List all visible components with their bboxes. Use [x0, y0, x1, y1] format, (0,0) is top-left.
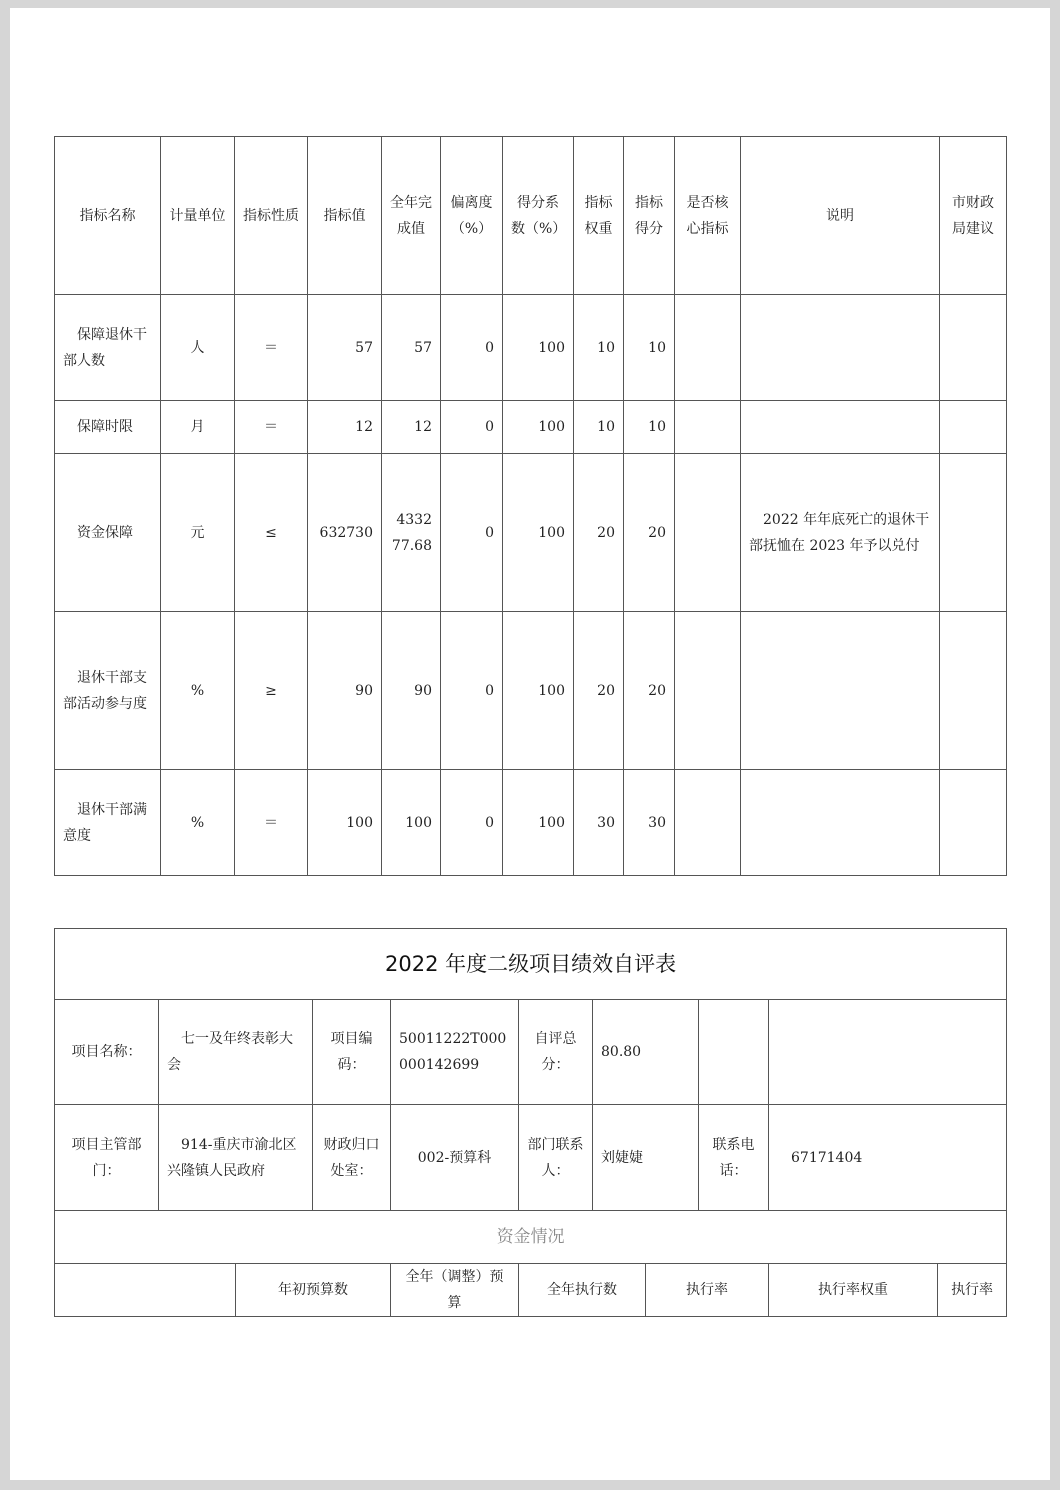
cell-weight: 10 [574, 401, 624, 454]
funds-header-row [55, 1264, 1007, 1317]
cell-note [741, 401, 940, 454]
cell-score: 20 [624, 612, 675, 770]
table-row [55, 401, 1007, 454]
cell-completed: 433277.68 [382, 454, 441, 612]
cell-coef: 100 [503, 612, 574, 770]
project-code-value: 50011222T000000142699 [391, 1000, 519, 1105]
table-header-row [55, 137, 1007, 295]
cell-advice [940, 770, 1007, 876]
contact-label: 部门联系人： [519, 1105, 593, 1211]
cell-coef: 100 [503, 295, 574, 401]
funds-section-title: 资金情况 [55, 1211, 1007, 1264]
funds-header-exec-rate: 执行率 [646, 1264, 769, 1317]
cell-core [675, 454, 741, 612]
cell-advice [940, 612, 1007, 770]
indicator-table [54, 136, 1007, 876]
header-deviation: 偏离度（%） [441, 137, 503, 295]
cell-name: 保障时限 [55, 401, 161, 454]
cell-score: 10 [624, 401, 675, 454]
table-row [55, 454, 1007, 612]
cell-value: 90 [308, 612, 382, 770]
header-advice: 市财政局建议 [940, 137, 1007, 295]
cell-note [741, 295, 940, 401]
cell-core [675, 295, 741, 401]
cell-note: 2022 年年底死亡的退休干部抚恤在 2023 年予以兑付 [741, 454, 940, 612]
funds-header-adjusted-budget: 全年（调整）预算 [391, 1264, 519, 1317]
cell-note [741, 612, 940, 770]
finance-office-value: 002-预算科 [391, 1105, 519, 1211]
funds-header-rate-weight: 执行率权重 [769, 1264, 938, 1317]
cell-unit: 元 [161, 454, 235, 612]
cell-nature: ＝ [235, 770, 308, 876]
project-evaluation-table [54, 928, 1007, 1317]
funds-header-exec-rate-2: 执行率 [938, 1264, 1007, 1317]
cell-nature: ＝ [235, 401, 308, 454]
cell-core [675, 401, 741, 454]
empty-cell [699, 1000, 769, 1105]
title-row [55, 929, 1007, 1000]
cell-coef: 100 [503, 454, 574, 612]
cell-value: 57 [308, 295, 382, 401]
table-row [55, 295, 1007, 401]
project-name-label: 项目名称： [55, 1000, 159, 1105]
project-name-value: 七一及年终表彰大会 [159, 1000, 313, 1105]
cell-coef: 100 [503, 770, 574, 876]
document-page [10, 8, 1050, 1480]
cell-unit: 月 [161, 401, 235, 454]
info-row [55, 1000, 1007, 1105]
cell-completed: 12 [382, 401, 441, 454]
cell-weight: 30 [574, 770, 624, 876]
cell-score: 20 [624, 454, 675, 612]
header-unit: 计量单位 [161, 137, 235, 295]
cell-advice [940, 454, 1007, 612]
cell-name: 资金保障 [55, 454, 161, 612]
cell-advice [940, 401, 1007, 454]
cell-name: 退休干部支部活动参与度 [55, 612, 161, 770]
cell-score: 10 [624, 295, 675, 401]
cell-name: 保障退休干部人数 [55, 295, 161, 401]
header-indicator-name: 指标名称 [55, 137, 161, 295]
cell-completed: 90 [382, 612, 441, 770]
cell-value: 100 [308, 770, 382, 876]
cell-weight: 20 [574, 612, 624, 770]
cell-weight: 10 [574, 295, 624, 401]
dept-value: 914-重庆市渝北区兴隆镇人民政府 [159, 1105, 313, 1211]
cell-weight: 20 [574, 454, 624, 612]
table-title: 2022 年度二级项目绩效自评表 [55, 929, 1007, 1000]
cell-deviation: 0 [441, 454, 503, 612]
contact-value: 刘婕婕 [593, 1105, 699, 1211]
header-score-coef: 得分系数（%） [503, 137, 574, 295]
header-value: 指标值 [308, 137, 382, 295]
phone-value: 67171404 [769, 1105, 1007, 1211]
funds-header-initial-budget: 年初预算数 [236, 1264, 391, 1317]
cell-core [675, 770, 741, 876]
cell-unit: % [161, 612, 235, 770]
header-weight: 指标权重 [574, 137, 624, 295]
cell-value: 12 [308, 401, 382, 454]
section-row [55, 1211, 1007, 1264]
cell-coef: 100 [503, 401, 574, 454]
cell-advice [940, 295, 1007, 401]
cell-unit: % [161, 770, 235, 876]
project-code-label: 项目编码： [313, 1000, 391, 1105]
cell-note [741, 770, 940, 876]
empty-cell [769, 1000, 1007, 1105]
header-core: 是否核心指标 [675, 137, 741, 295]
header-score: 指标得分 [624, 137, 675, 295]
header-note: 说明 [741, 137, 940, 295]
self-score-label: 自评总分： [519, 1000, 593, 1105]
finance-office-label: 财政归口处室： [313, 1105, 391, 1211]
info-row [55, 1105, 1007, 1211]
cell-deviation: 0 [441, 295, 503, 401]
cell-deviation: 0 [441, 401, 503, 454]
cell-nature: ≥ [235, 612, 308, 770]
cell-score: 30 [624, 770, 675, 876]
phone-label: 联系电话： [699, 1105, 769, 1211]
dept-label: 项目主管部门： [55, 1105, 159, 1211]
table-row [55, 770, 1007, 876]
cell-unit: 人 [161, 295, 235, 401]
cell-deviation: 0 [441, 612, 503, 770]
cell-value: 632730 [308, 454, 382, 612]
cell-nature: ≤ [235, 454, 308, 612]
cell-core [675, 612, 741, 770]
funds-header-blank [55, 1264, 236, 1317]
cell-deviation: 0 [441, 770, 503, 876]
table-row [55, 612, 1007, 770]
funds-header-executed: 全年执行数 [519, 1264, 646, 1317]
cell-nature: ＝ [235, 295, 308, 401]
cell-name: 退休干部满意度 [55, 770, 161, 876]
header-nature: 指标性质 [235, 137, 308, 295]
self-score-value: 80.80 [593, 1000, 699, 1105]
header-completed: 全年完成值 [382, 137, 441, 295]
cell-completed: 57 [382, 295, 441, 401]
cell-completed: 100 [382, 770, 441, 876]
